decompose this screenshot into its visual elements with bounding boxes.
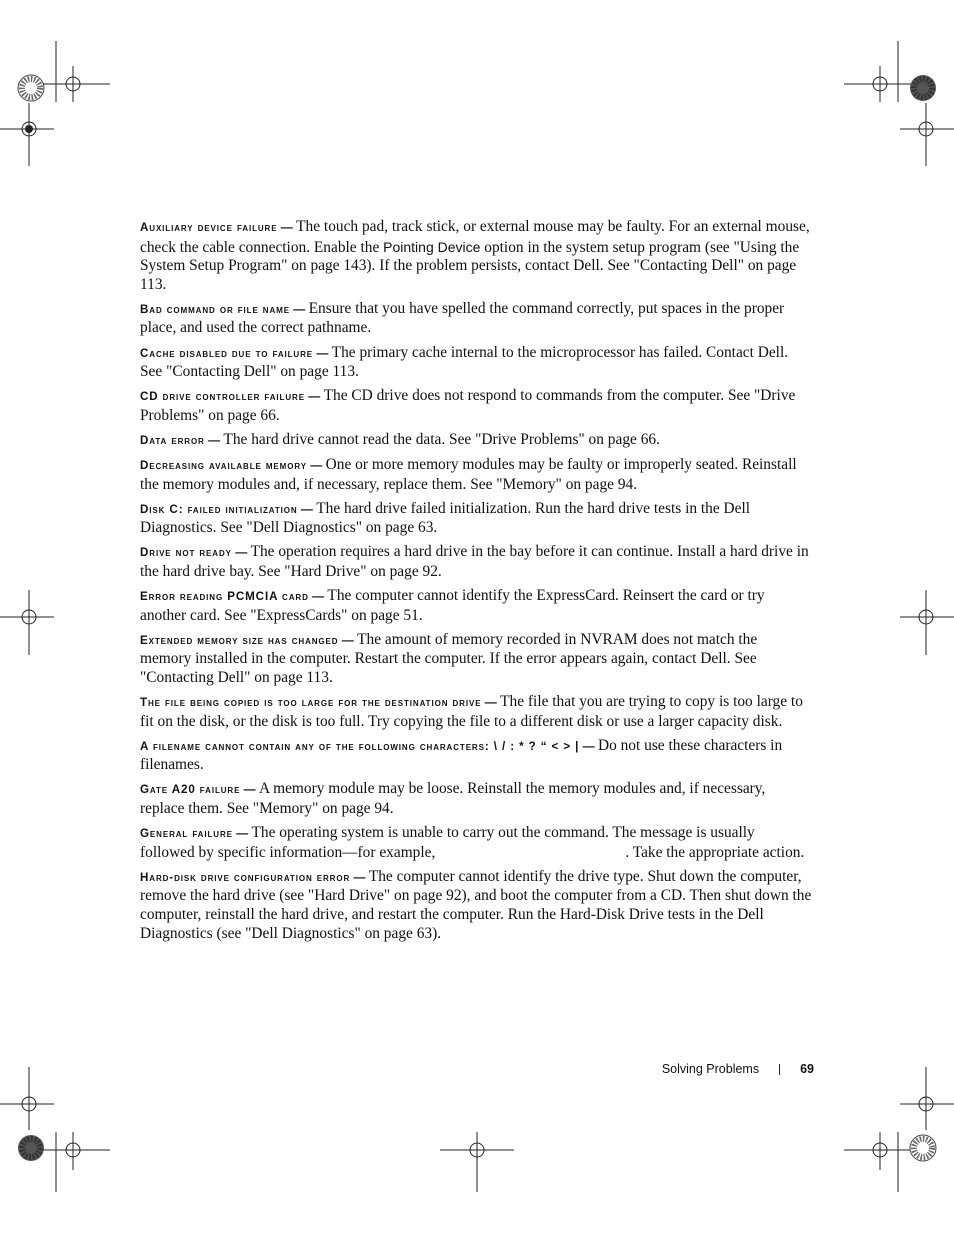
error-heading: Gate A20 failure xyxy=(140,783,241,797)
error-heading: General failure xyxy=(140,827,233,841)
error-heading: CD drive controller failure xyxy=(140,390,305,404)
error-entry-general-failure: General failure — The operating system is unable to carry out the command. The message is usually followed by specific information—for example, . Take the appropriate action. xyxy=(140,824,805,861)
error-description: The hard drive cannot read the data. See "Drive Problems" on page 66. xyxy=(223,430,660,448)
error-description: The primary cache internal to the microprocessor has failed. Contact Dell. See "Contacting Dell" on page 113. xyxy=(140,343,789,381)
error-entry-data-error: Data error — The hard drive cannot read the data. See "Drive Problems" on page 66. xyxy=(140,430,660,448)
page-number: 69 xyxy=(800,1062,814,1076)
error-heading: Hard-disk drive configuration error xyxy=(140,870,351,884)
error-description: The computer cannot identify the drive type. Shut down the computer, remove the hard drive (see "Hard Drive" on page 92), and boot the computer from a CD. Then shut down the computer, reinstall the hard drive, and restart the computer. Run the Hard-Disk Drive tests in the Dell Diagnostics (see "Dell Diagnostics" on page 63). xyxy=(140,867,812,942)
error-heading: Extended memory size has changed xyxy=(140,633,339,647)
error-description: Ensure that you have spelled the command correctly, put spaces in the proper place, and used the correct pathname. xyxy=(140,299,785,337)
error-entry-cd-drive: CD drive controller failure — The CD drive does not respond to commands from the computer. See "Drive Problems" on page 66. xyxy=(140,387,796,424)
error-heading: Drive not ready xyxy=(140,546,232,560)
footer-section-title: Solving Problems xyxy=(661,1062,760,1076)
error-description-cont: option in the system setup program (see "Using the System Setup Program" on page 143). If the problem persists, contact Dell. See "Contacting Dell" on page 113. xyxy=(140,238,800,293)
error-description-cont: . Take the appropriate action. xyxy=(625,843,805,861)
error-entry-pcmcia: Error reading PCMCIA card — The computer cannot identify the ExpressCard. Reinsert the card or try another card. See "ExpressCards" on page 51. xyxy=(140,587,765,624)
error-description: The touch pad, track stick, or external mouse may be faulty. For an external mouse, check the cable connection. Enable the xyxy=(140,218,810,256)
error-entry-auxiliary: Auxiliary device failure — The touch pad, track stick, or external mouse may be faulty. For an external mouse, check the cable connection. Enable the Pointing Device option in the system setup program (see "Using the System Setup Program" on page 143). If the problem persists, contact Dell. See "Contacting Dell" on page 113. xyxy=(140,218,810,293)
error-heading: The file being copied is too large for the destination drive xyxy=(140,696,482,710)
error-heading: Error reading PCMCIA card xyxy=(140,590,309,604)
error-description: The file that you are trying to copy is too large to fit on the disk, or the disk is too full. Try copying the file to a different disk or use a larger capacity disk. xyxy=(140,693,803,730)
error-entry-drive-not-ready: Drive not ready — The operation requires a hard drive in the bay before it can continue. Install a hard drive in the hard drive bay. See "Hard Drive" on page 92. xyxy=(140,543,809,580)
error-heading: Bad command or file name xyxy=(140,302,290,316)
footer-divider xyxy=(779,1064,780,1075)
error-description: The amount of memory recorded in NVRAM does not match the memory installed in the computer. Restart the computer. If the error appears again, contact Dell. See "Contacting Dell" on page 113. xyxy=(140,630,758,686)
error-heading: Disk C: failed initialization xyxy=(140,502,298,516)
error-description: A memory module may be loose. Reinstall the memory modules and, if necessary, replace them. See "Memory" on page 94. xyxy=(140,780,766,818)
error-heading: Cache disabled due to failure xyxy=(140,346,313,360)
error-description: The hard drive failed initialization. Run the hard drive tests in the Dell Diagnostics. See "Dell Diagnostics" on page 63. xyxy=(140,499,751,537)
error-description: The operation requires a hard drive in the bay before it can continue. Install a hard drive in the hard drive bay. See "Hard Drive" on page 92. xyxy=(140,543,809,580)
ui-term: Pointing Device xyxy=(383,238,481,255)
page-content xyxy=(140,218,812,949)
error-heading: Auxiliary device failure xyxy=(140,221,278,234)
page-footer xyxy=(662,1062,814,1076)
error-heading: A filename cannot contain any of the following characters: \ / : * ? “ < > | xyxy=(140,739,580,753)
error-entry-bad-command: Bad command or file name — Ensure that you have spelled the command correctly, put spaces in the proper place, and used the correct pathname. xyxy=(140,299,785,337)
error-heading: Data error xyxy=(140,433,205,447)
error-entry-disk-c: Disk C: failed initialization — The hard drive failed initialization. Run the hard drive tests in the Dell Diagnostics. See "Dell Diagnostics" on page 63. xyxy=(140,499,751,537)
error-description: The operating system is unable to carry out the command. The message is usually followed by specific information—for example, xyxy=(140,824,755,861)
error-entry-file-too-large: The file being copied is too large for the destination drive — The file that you are trying to copy is too large to fit on the disk, or the disk is too full. Try copying the file to a different disk or use a larger capacity disk. xyxy=(140,693,803,730)
error-entry-gate-a20: Gate A20 failure — A memory module may be loose. Reinstall the memory modules and, if necessary, replace them. See "Memory" on page 94. xyxy=(140,780,766,818)
error-entry-decreasing-memory: Decreasing available memory — One or more memory modules may be faulty or improperly seated. Reinstall the memory modules and, if necessary, replace them. See "Memory" on page 94. xyxy=(140,456,797,493)
error-entry-filename-chars: A filename cannot contain any of the following characters: \ / : * ? “ < > | — Do not use these characters in filenames. xyxy=(140,736,783,774)
error-description: The CD drive does not respond to commands from the computer. See "Drive Problems" on page 66. xyxy=(140,387,796,424)
error-description: One or more memory modules may be faulty or improperly seated. Reinstall the memory modules and, if necessary, replace them. See "Memory" on page 94. xyxy=(140,456,797,493)
error-entry-hdd-config: Hard-disk drive configuration error — The computer cannot identify the drive type. Shut down the computer, remove the hard drive (see "Hard Drive" on page 92), and boot the computer from a CD. Then shut down the computer, reinstall the hard drive, and restart the computer. Run the Hard-Disk Drive tests in the Dell Diagnostics (see "Dell Diagnostics" on page 63). xyxy=(140,867,812,942)
error-entry-extended-memory: Extended memory size has changed — The amount of memory recorded in NVRAM does not match the memory installed in the computer. Restart the computer. If the error appears again, contact Dell. See "Contacting Dell" on page 113. xyxy=(140,630,758,686)
error-description: The computer cannot identify the ExpressCard. Reinsert the card or try another card. See "ExpressCards" on page 51. xyxy=(140,587,765,624)
error-entry-cache: Cache disabled due to failure — The primary cache internal to the microprocessor has failed. Contact Dell. See "Contacting Dell" on page 113. xyxy=(140,343,789,381)
error-heading: Decreasing available memory xyxy=(140,459,307,473)
error-description: Do not use these characters in filenames. xyxy=(140,736,783,774)
